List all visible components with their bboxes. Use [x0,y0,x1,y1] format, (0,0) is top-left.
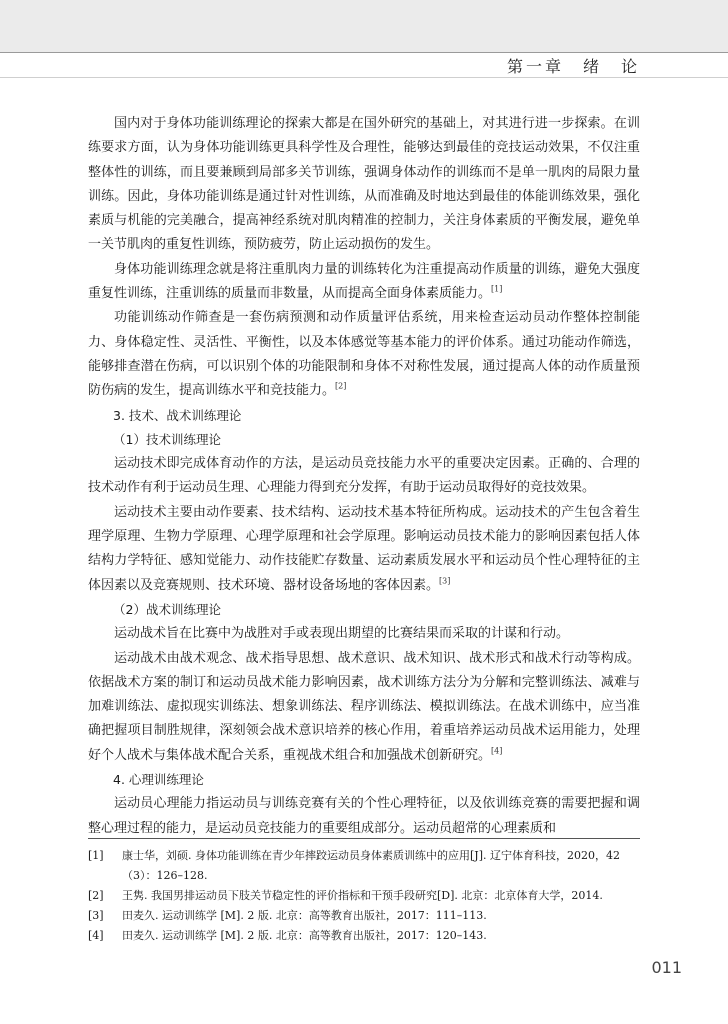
footnote-ref[interactable]: [4] [491,746,503,756]
subsection-heading: （1）技术训练理论 [113,431,221,447]
footnotes [88,846,640,946]
footnote-text: 田麦久. 运动训练学 [M]. 2 版. 北京：高等教育出版社，2017：111–113. [122,909,487,922]
footnote-number: [1] [88,849,104,862]
footnote-ref[interactable]: [2] [335,381,347,391]
footnote-divider [88,838,640,839]
paragraph: 国内对于身体功能训练理论的探索大都是在国外研究的基础上，对其进行进一步探索。在训练要求方面，认为身体功能训练更具科学性及合理性，能够达到最佳的竞技运动效果，不仅注重整体性的训练，而且要兼顾到局部多关节训练，强调身体动作的训练而不是单一肌肉的局限力量训练。因此，身体功能训练是通过针对性训练，从而准确及时地达到最佳的体能训练效果，强化素质与机能的完美融合，提高神经系统对肌肉精准的控制力，关注身体素质的平衡发展，避免单一关节肌肉的重复性训练，预防疲劳，防止运动损伤的发生。 [88,116,640,253]
footnote-number: [2] [88,889,104,902]
section-heading: 4. 心理训练理论 [113,772,204,788]
paragraph: 运动战术由战术观念、战术指导思想、战术意识、战术知识、战术形式和战术行动等构成。依据战术方案的制订和运动员战术能力影响因素，战术训练方法分为分解和完整训练法、减难与加难训练法、虚拟现实训练法、想象训练法、程序训练法、模拟训练法。在战术训练中，应当准确把握项目制胜规律，深刻领会战术意识培养的核心作用，着重培养运动员战术运用能力，处理好个人战术与集体战术配合关系，重视战术组合和加强战术创新研究。[4] [88,650,640,763]
paragraph: 运动员心理能力指运动员与训练竞赛有关的个性心理特征，以及依训练竞赛的需要把握和调整心理过程的能力，是运动员竞技能力的重要组成部分。运动员超常的心理素质和 [88,796,640,836]
footnote-text: 王隽. 我国男排运动员下肢关节稳定性的评价指标和干预手段研究[D]. 北京：北京体育大学，2014. [122,889,603,902]
footnote-item [88,926,640,946]
paragraph: 功能训练动作筛查是一套伤病预测和动作质量评估系统，用来检查运动员动作整体控制能力、身体稳定性、灵活性、平衡性，以及本体感觉等基本能力的评价体系。通过功能动作筛选，能够排查潜在伤病，可以识别个体的功能限制和身体不对称性发展，通过提高人体的动作质量预防伤病的发生，提高训练水平和竞技能力。[2] [88,310,640,399]
footnote-ref[interactable]: [1] [491,284,503,294]
page-number: 011 [651,958,682,977]
header-band [0,0,728,52]
section-heading: 3. 技术、战术训练理论 [113,407,242,423]
footnote-text: 田麦久. 运动训练学 [M]. 2 版. 北京：高等教育出版社，2017：120–143. [122,929,487,942]
footnote-item [88,886,640,906]
paragraph: 身体功能训练理念就是将注重肌肉力量的训练转化为注重提高动作质量的训练，避免大强度重复性训练，注重训练的质量而非数量，从而提高全面身体素质能力。[1] [88,261,640,302]
footnote-text: 康士华，刘硕. 身体功能训练在青少年摔跤运动员身体素质训练中的应用[J]. 辽宁体育科技，2020，42（3）：126–128. [122,849,620,882]
chapter-rule [0,77,728,78]
footnote-item [88,906,640,926]
paragraph: 运动战术旨在比赛中为战胜对手或表现出期望的比赛结果而采取的计谋和行动。 [114,626,570,642]
header-rule [0,52,728,53]
chapter-title: 第一章 绪 论 [506,57,640,76]
paragraph: 运动技术即完成体育动作的方法，是运动员竞技能力水平的重要决定因素。正确的、合理的技术动作有利于运动员生理、心理能力得到充分发挥，有助于运动员取得好的竞技效果。 [88,456,640,496]
paragraph: 运动技术主要由动作要素、技术结构、运动技术基本特征所构成。运动技术的产生包含着生理学原理、生物力学原理、心理学原理和社会学原理。影响运动员技术能力的影响因素包括人体结构力学特征、感知觉能力、动作技能贮存数量、运动素质发展水平和运动员个性心理特征的主体因素以及竞赛规则、技术环境、器材设备场地的客体因素。[3] [88,504,640,593]
body-text [88,112,640,841]
footnote-item [88,846,640,886]
footnote-ref[interactable]: [3] [439,576,451,586]
subsection-heading: （2）战术训练理论 [113,601,221,617]
footnote-number: [4] [88,929,104,942]
footnote-number: [3] [88,909,104,922]
